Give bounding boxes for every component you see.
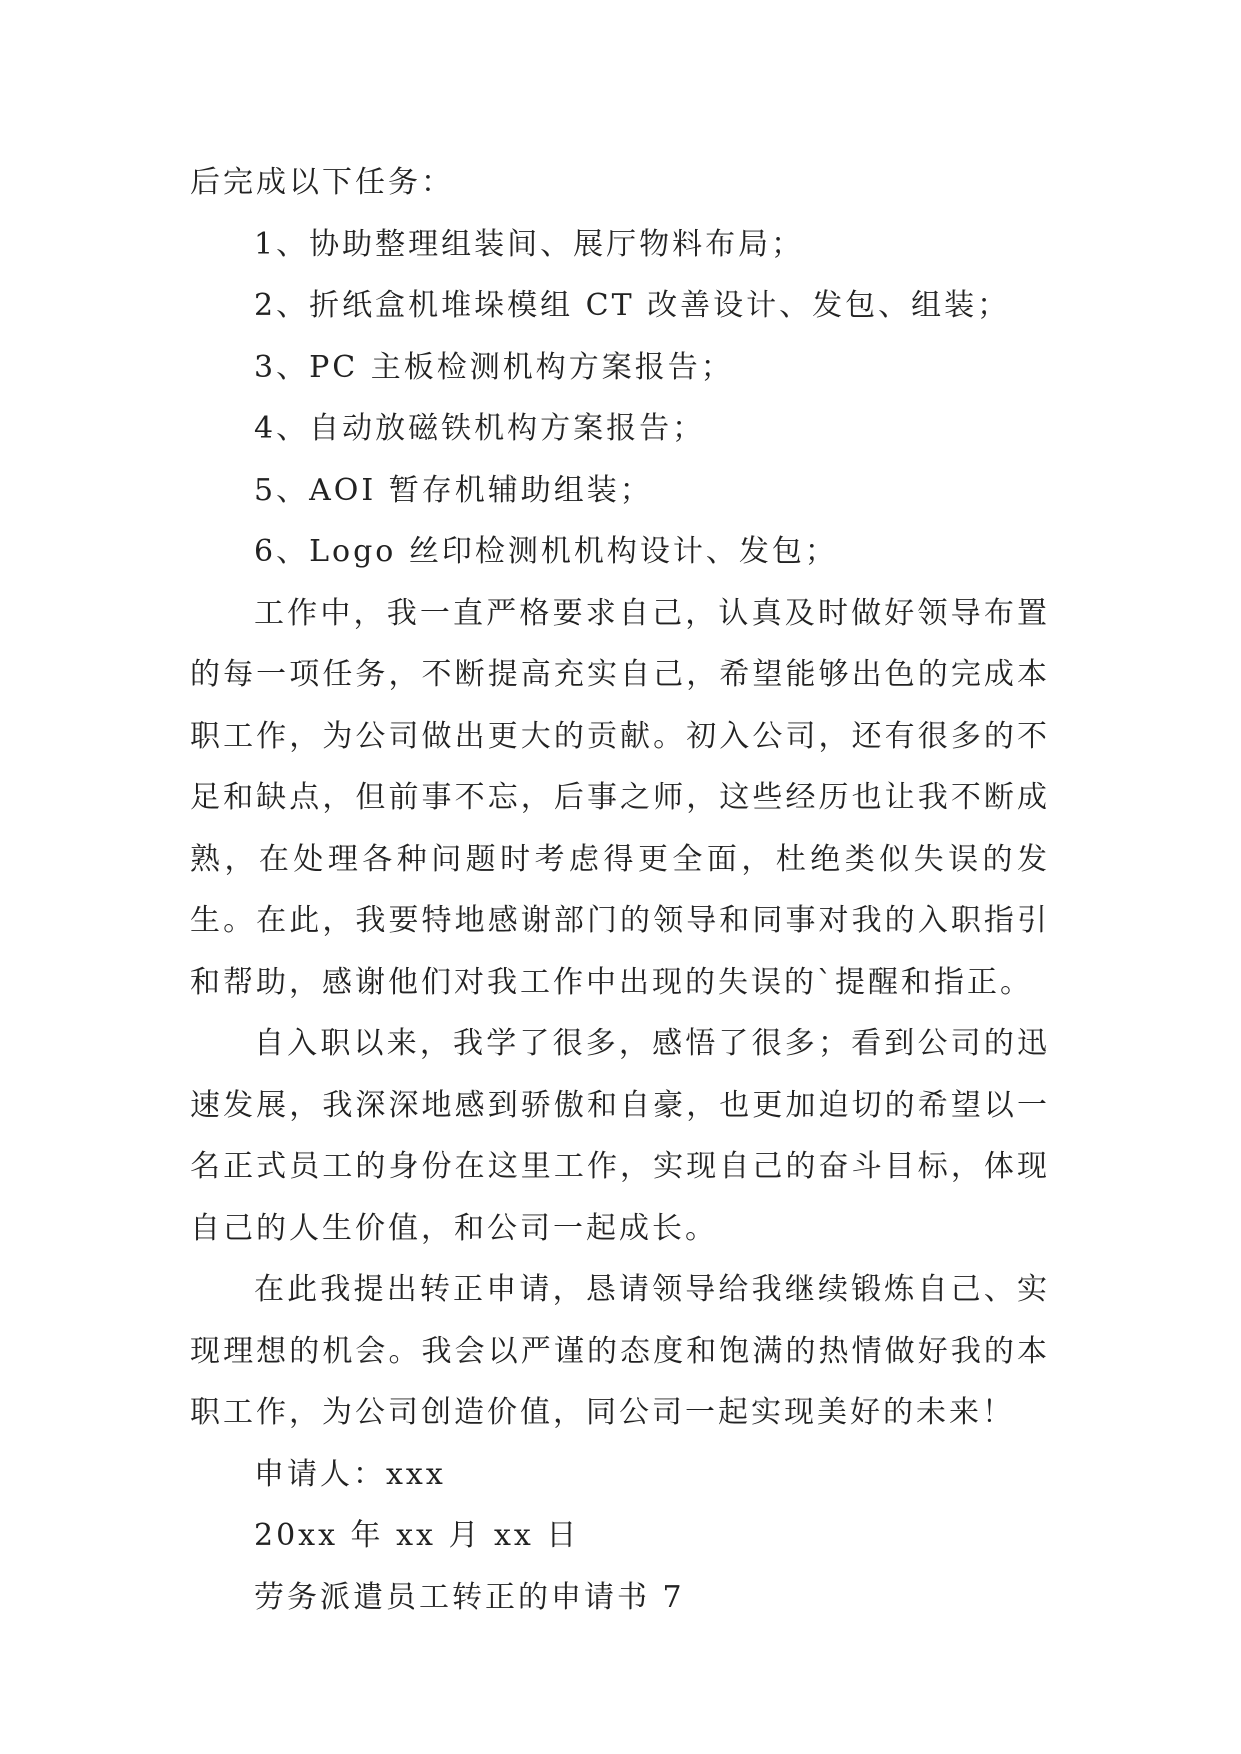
task-item-6: 6、Logo 丝印检测机机构设计、发包； <box>254 534 838 569</box>
document-body <box>190 152 1050 1628</box>
paragraph-since-joining: 自入职以来，我学了很多，感悟了很多；看到公司的迅速发展，我深深地感到骄傲和自豪，也更加迫切的希望以一名正式员工的身份在这里工作，实现自己的奋斗目标，体现自己的人生价值，和公司一起成长。 <box>190 1026 1050 1246</box>
task-item-5: 5、AOI 暂存机辅助组装； <box>254 472 653 508</box>
next-document-title: 劳务派遣员工转正的申请书 7 <box>254 1579 685 1615</box>
task-item-3: 3、PC 主板检测机构方案报告； <box>254 349 734 385</box>
continuation-line: 后完成以下任务： <box>190 165 454 200</box>
task-item-4: 4、自动放磁铁机构方案报告； <box>254 411 706 446</box>
paragraph-work-attitude: 工作中，我一直严格要求自己，认真及时做好领导布置的每一项任务，不断提高充实自己，希望能够出色的完成本职工作，为公司做出更大的贡献。初入公司，还有很多的不足和缺点，但前事不忘，后事之师，这些经历也让我不断成熟，在处理各种问题时考虑得更全面，杜绝类似失误的发生。在此，我要特地感谢部门的领导和同事对我的入职指引和帮助，感谢他们对我工作中出现的失误的`提醒和指正。 <box>190 595 1050 1000</box>
applicant-signature: 申请人：xxx <box>254 1456 446 1492</box>
task-item-2: 2、折纸盒机堆垛模组 CT 改善设计、发包、组装； <box>254 288 1011 323</box>
task-item-1: 1、协助整理组装间、展厅物料布局； <box>254 226 805 262</box>
paragraph-application: 在此我提出转正申请，恳请领导给我继续锻炼自己、实现理想的机会。我会以严谨的态度和饱满的热情做好我的本职工作，为公司创造价值，同公司一起实现美好的未来！ <box>190 1272 1050 1430</box>
application-date: 20xx 年 xx 月 xx 日 <box>254 1518 580 1553</box>
